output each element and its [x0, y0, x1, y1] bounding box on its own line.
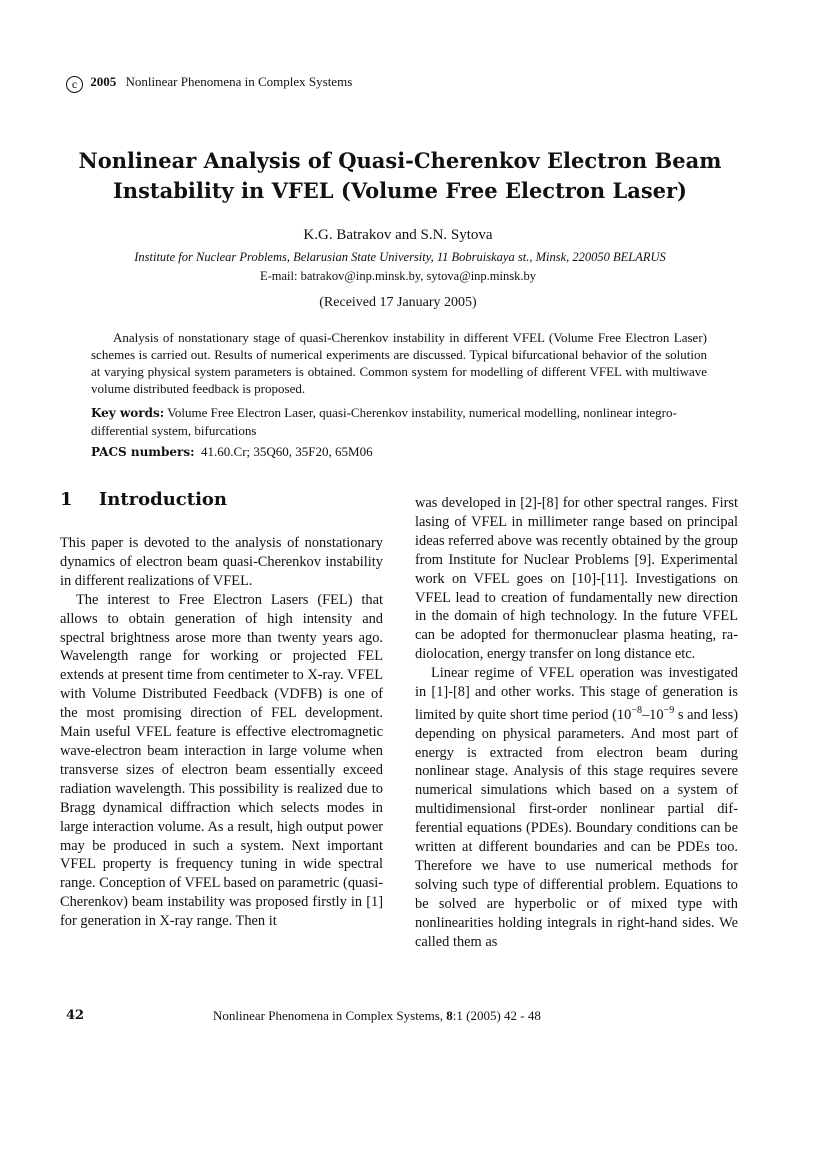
paragraph: This paper is devoted to the analysis of nonstationary dynamics of electron beam quasi-Cherenkov instability in different realizations of VFEL.: [60, 535, 383, 589]
header-journal: Nonlinear Phenomena in Complex Systems: [125, 74, 353, 89]
keywords: [91, 404, 707, 439]
pacs-numbers: [91, 444, 373, 460]
section-heading: [60, 489, 227, 510]
footer-issue-pages: :1 (2005) 42 - 48: [452, 1008, 541, 1023]
received-date: (Received 17 January 2005): [319, 295, 477, 310]
left-column: [60, 534, 383, 931]
exponent: −8: [631, 704, 642, 716]
right-column: [415, 494, 738, 952]
copyright-symbol: c: [66, 76, 83, 93]
section-title: Introduction: [98, 489, 228, 510]
paragraph: was developed in [2]-[8] for other spectral ranges. First lasing of VFEL in millimeter range based on principal ideas referred above was recently obtained by the group from Institute for Nuclear Problems [9]. Experimental work on VFEL goes on [10]-[11]. Investigations on VFEL lead to creation of fundamentally new direction in the domain of high technology. In the future VFEL can be adopted for thermonuclear plasma heating, radiolocation, energy transfer on long distance etc.: [415, 495, 738, 663]
abstract: Analysis of nonstationary stage of quasi-Cherenkov instability in different VFEL (Volume Free Electron Laser) schemes is carried out. Results of numerical experiments are discussed. Typical bifurcational behavior of the solution at varying physical system parameters is obtained. Common system for modelling of different VFEL with multiwave volume distributed feedback is proposed.: [91, 330, 707, 396]
footer-citation: [213, 1008, 541, 1024]
exponent: −9: [663, 704, 675, 716]
affiliation: Institute for Nuclear Problems, Belarusian State University, 11 Bobruiskaya st., Minsk, 220050 BELARUS: [134, 250, 666, 264]
keywords-label: Key words:: [91, 406, 165, 420]
paragraph: The interest to Free Electron Lasers (FEL) that allows to obtain generation of high intensity and spectral brightness arose more than twenty years ago. Wavelength range for working or projected FEL extends at present time from centimeter to X-ray. VFEL with Volume Distributed Feedback (VDFB) is one of the most promising direction of FEL development. Main useful VFEL feature is effective electromagnetic wave-electron beam interaction in large volume when transverse sizes of electron beam essentially exceed radiation wavelength. This possibility is realized due to Bragg dynamical diffraction which selects modes in large interaction volume. As a result, high output power may be produced in such a system. Next important VFEL property is frequency tuning in wide spectral range. Conception of VFEL based on parametric (quasi-Cherenkov) beam instability was proposed firstly in [1] for generation in X-ray range. Then it: [60, 591, 383, 930]
paper-title: Nonlinear Analysis of Quasi-Cherenkov Electron Beam Instability in VFEL (Volume Free Electron Laser): [78, 148, 722, 203]
text-run: s and less) depending on physical parameters. And most part of energy is extracted from electron beam during nonlinear stage. Analysis of this stage requires severe numerical simulations which based on a system of multidimensional first-order nonlinear partial differential equations (PDEs). Boundary conditions can be written at different boundaries and can be PDEs too. Therefore we have to use numerical methods for solving such type of differential problem. Equations to be solved are hyperbolic or of mixed type with nonlinearities holding integrals in right-hand sides. We called them as: [415, 706, 738, 950]
email: E-mail: batrakov@inp.minsk.by, sytova@inp.minsk.by: [259, 269, 536, 283]
authors: K.G. Batrakov and S.N. Sytova: [303, 227, 493, 243]
keywords-text: Volume Free Electron Laser, quasi-Cherenkov instability, numerical modelling, nonlinear integro-differential system, bifurcations: [91, 405, 677, 438]
paragraph: [415, 664, 738, 951]
page-number: 42: [66, 1008, 85, 1023]
pacs-label: PACS numbers:: [91, 445, 195, 459]
pacs-text: 41.60.Cr; 35Q60, 35F20, 65M06: [201, 444, 373, 459]
header-year: 2005: [90, 74, 117, 89]
running-header: [66, 74, 352, 93]
text-run: Linear regime of VFEL operation was investigated in [1]-[8] and other works. This stage of generation is limited by quite short time period (10: [415, 665, 738, 723]
section-number: 1: [60, 489, 73, 510]
footer-journal-name: Nonlinear Phenomena in Complex Systems,: [213, 1008, 444, 1023]
footer-volume: 8: [446, 1008, 453, 1023]
text-run: –10: [641, 706, 664, 723]
